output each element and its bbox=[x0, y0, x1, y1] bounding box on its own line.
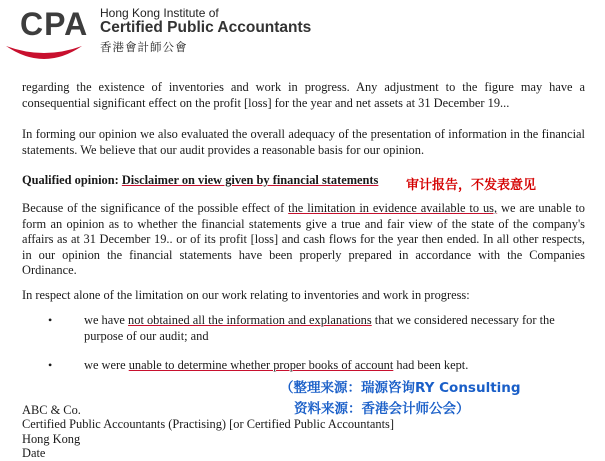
bullet-marker: • bbox=[48, 313, 53, 327]
bullet-text bbox=[84, 313, 584, 344]
bullet-text bbox=[84, 358, 584, 374]
bullet-underlined: not obtained all the information and explanations bbox=[128, 313, 372, 327]
paragraph-limitation: In respect alone of the limitation on our work relating to inventories and work in progress: bbox=[22, 288, 470, 302]
paragraph-inventory: regarding the existence of inventories and work in progress. Any adjustment to the figure may have a consequential significant effect on the profit [loss] for the year and net assets at 31 December 19... bbox=[22, 80, 585, 110]
bullet-post: had been kept. bbox=[393, 358, 469, 372]
qualified-opinion-title: Disclaimer on view given by financial statements bbox=[121, 173, 379, 187]
bullet-marker: • bbox=[48, 358, 53, 372]
qualified-opinion-label: Qualified opinion: bbox=[22, 173, 119, 187]
blue-annotation-reference: 资料来源：香港会计师公会） bbox=[294, 401, 470, 417]
paragraph-evaluation: In forming our opinion we also evaluated the overall adequacy of the presentation of information in the financial statements. We believe that our audit provides a reasonable basis for our opinion. bbox=[22, 127, 585, 157]
page-header bbox=[0, 0, 605, 72]
signature-block bbox=[22, 403, 585, 446]
bullet-underlined: unable to determine whether proper books of account bbox=[128, 358, 394, 372]
institute-name-chinese: 香港會計師公會 bbox=[100, 42, 188, 54]
paragraph-disclaimer bbox=[22, 201, 585, 279]
bullet-post: that we considered necessary for the purpose of our audit; and bbox=[84, 313, 555, 343]
disclaimer-text-b: we are unable to form an opinion as to whether the financial statements give a true and fair view of the state of the company's affairs as at 31 December 19.. or of its profit [loss] and cash flows for the year then ended. In all other respects, in our opinion the financial statements have been properly prepared in accordance with the Companies Ordinance. bbox=[22, 201, 585, 277]
institute-name-line2: Certified Public Accountants bbox=[100, 19, 312, 36]
bullet-pre: we were bbox=[84, 358, 129, 372]
firm-designation: Certified Public Accountants (Practising) [or Certified Public Accountants] bbox=[22, 417, 394, 432]
firm-location: Hong Kong bbox=[22, 431, 81, 446]
logo-text: CPA bbox=[20, 6, 89, 42]
bullet-pre: we have bbox=[84, 313, 129, 327]
firm-name: ABC & Co. bbox=[22, 403, 81, 417]
disclaimer-underlined: the limitation in evidence available to us, bbox=[288, 201, 498, 215]
disclaimer-text-a: Because of the significance of the possible effect of bbox=[22, 201, 289, 215]
red-annotation-note: 审计报告，不发表意见 bbox=[406, 178, 537, 193]
signature-date-partial: Date bbox=[22, 446, 46, 460]
blue-annotation-source: （整理来源：瑞源咨询RY Consulting bbox=[280, 380, 521, 396]
institute-name-line1: Hong Kong Institute of bbox=[100, 6, 219, 20]
